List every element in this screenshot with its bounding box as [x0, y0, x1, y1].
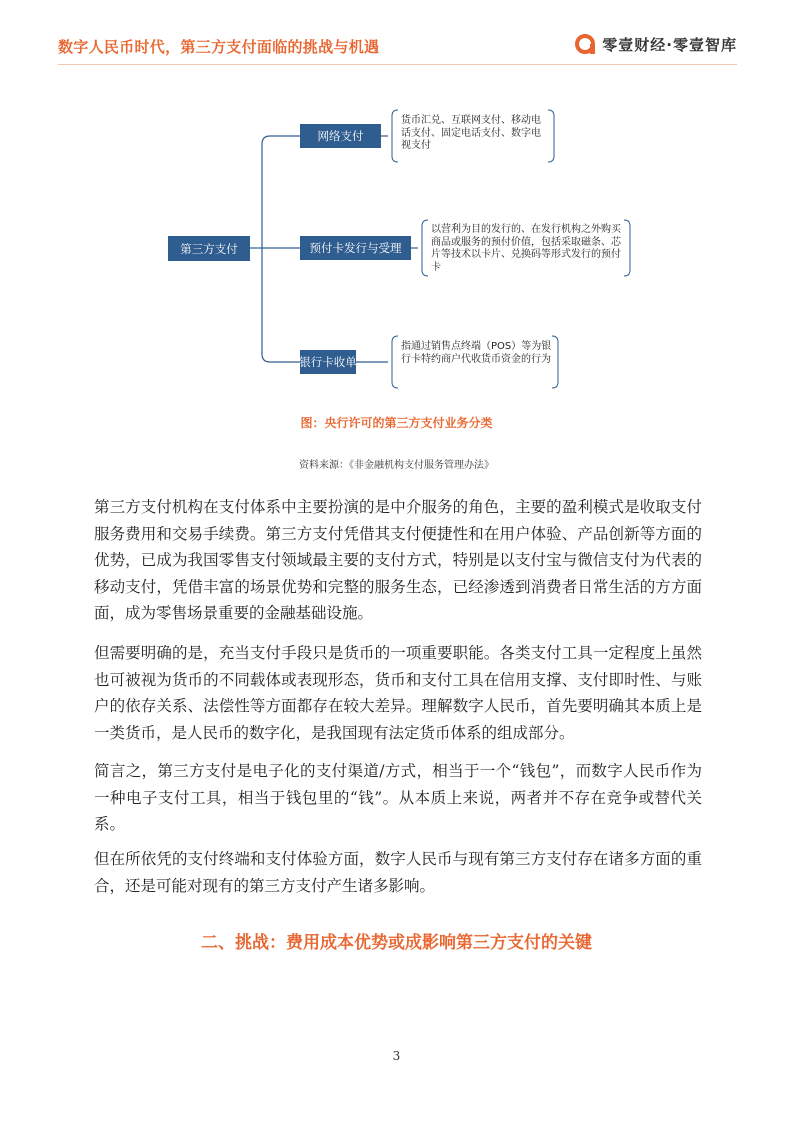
figure-caption: 图：央行许可的第三方支付业务分类 [300, 416, 493, 430]
diagram-desc-prepaid-card: 以营利为目的发行的、在发行机构之外购买商品或服务的预付价值，包括采取磁条、芯片等技术以卡片、兑换码等形式发行的预付卡 [431, 224, 621, 273]
figure-source: 资料来源：《非金融机构支付服务管理办法》 [299, 460, 494, 471]
body-paragraph-3: 简言之，第三方支付是电子化的支付渠道/方式，相当于一个“钱包”，而数字人民币作为一种电子支付工具，相当于钱包里的“钱”。从本质上来说，两者并不存在竞争或替代关系。 [94, 762, 702, 833]
body-paragraph-2: 但需要明确的是，充当支付手段只是货币的一项重要职能。各类支付工具一定程度上虽然也可被视为货币的不同载体或表现形态，货币和支付工具在信用支撑、支付即时性、与账户的依存关系、法偿性等方面都存在较大差异。理解数字人民币，首先要明确其本质上是一类货币，是人民币的数字化，是我国现有法定货币体系的组成部分。 [94, 644, 702, 742]
diagram-root-third-party-payment: 第三方支付 [168, 236, 250, 261]
page-number: 3 [392, 1049, 401, 1063]
brand-name: 零壹财经·零壹智库 [602, 35, 737, 54]
body-paragraph-1: 第三方支付机构在支付体系中主要扮演的是中介服务的角色，主要的盈利模式是收取支付服务费用和交易手续费。第三方支付凭借其支付便捷性和在用户体验、产品创新等方面的优势，已成为我国零售支付领域最主要的支付方式，特别是以支付宝与微信支付为代表的移动支付，凭借丰富的场景优势和完整的服务生态，已经渗透到消费者日常生活的方方面面，成为零售场景重要的金融基础设施。 [94, 498, 702, 622]
diagram-branch-bank-card-acquiring: 银行卡收单 [300, 350, 356, 374]
diagram-branch-online-payment: 网络支付 [300, 124, 381, 148]
body-paragraph-4: 但在所依凭的支付终端和支付体验方面，数字人民币与现有第三方支付存在诸多方面的重合，还是可能对现有的第三方支付产生诸多影响。 [94, 850, 702, 895]
diagram-branch-prepaid-card: 预付卡发行与受理 [300, 236, 411, 260]
document-header-title: 数字人民币时代，第三方支付面临的挑战与机遇 [58, 38, 380, 56]
payment-classification-diagram [0, 0, 793, 400]
diagram-desc-online-payment: 货币汇兑、互联网支付、移动电话支付、固定电话支付、数字电视支付 [401, 115, 541, 151]
diagram-desc-bank-card-acquiring: 指通过销售点终端（POS）等为银行卡特约商户代收货币资金的行为 [401, 341, 552, 365]
section-heading: 二、挑战：费用成本优势或成影响第三方支付的关键 [201, 933, 592, 953]
